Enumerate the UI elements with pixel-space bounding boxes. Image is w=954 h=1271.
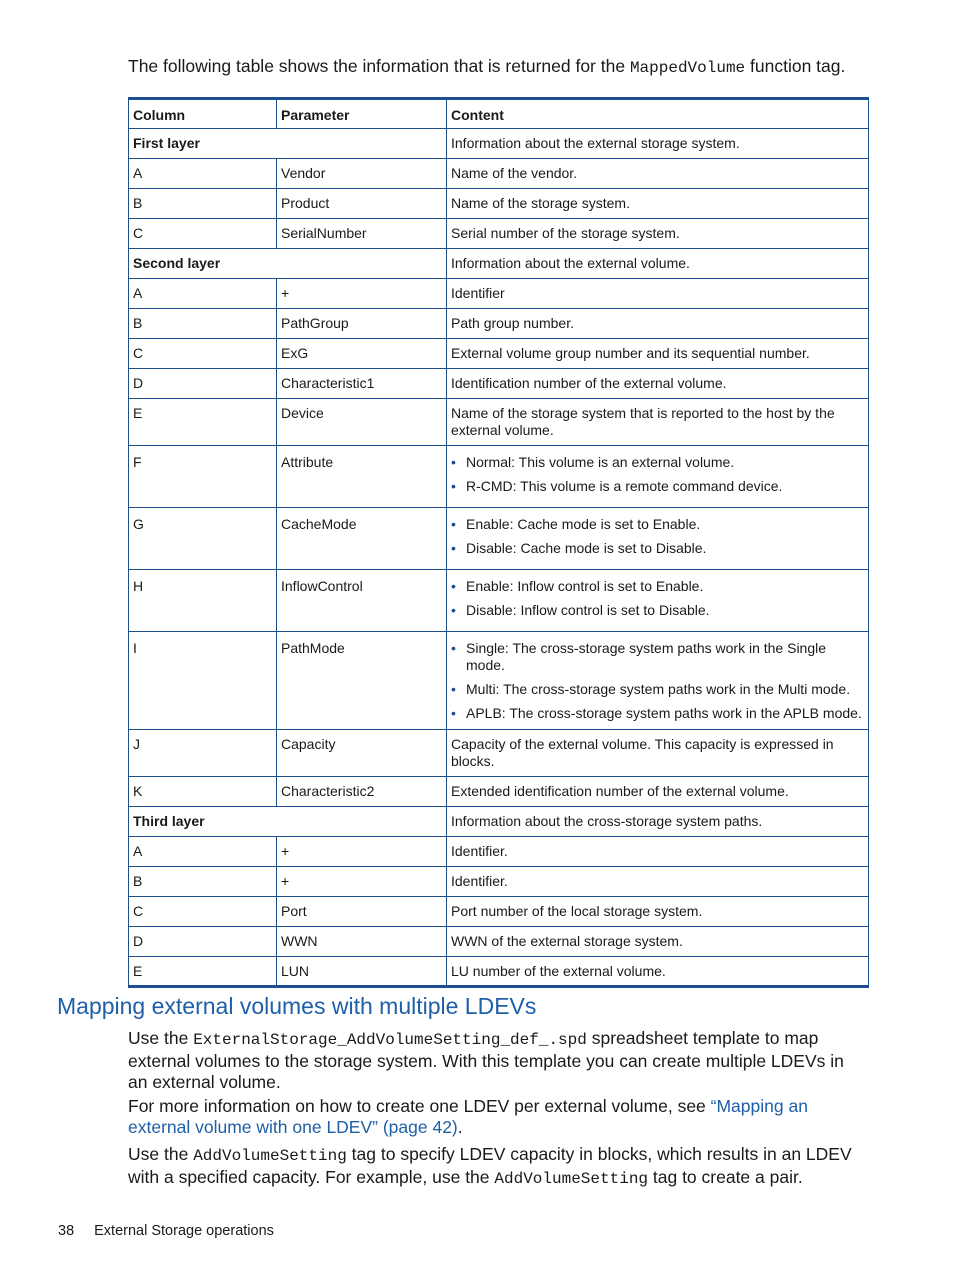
table-row xyxy=(129,309,869,339)
layer-title: Second layer xyxy=(129,249,447,279)
cell-content xyxy=(447,508,869,570)
header-parameter: Parameter xyxy=(277,99,447,129)
cell-content: Identifier. xyxy=(447,837,869,867)
table-row xyxy=(129,927,869,957)
table-header-row xyxy=(129,99,869,129)
header-column: Column xyxy=(129,99,277,129)
cell-column: B xyxy=(129,189,277,219)
header-content: Content xyxy=(447,99,869,129)
table-row xyxy=(129,837,869,867)
cell-parameter: ExG xyxy=(277,339,447,369)
cell-content: Name of the storage system that is reported to the host by the external volume. xyxy=(447,399,869,446)
cell-content xyxy=(447,446,869,508)
table-row xyxy=(129,730,869,777)
table-row xyxy=(129,446,869,508)
cell-parameter: Product xyxy=(277,189,447,219)
tag-code: AddVolumeSetting xyxy=(494,1170,649,1188)
table-row xyxy=(129,369,869,399)
cell-column: D xyxy=(129,927,277,957)
p1-text-before: Use the xyxy=(128,1028,194,1048)
page-number: 38 xyxy=(58,1223,75,1239)
intro-text-after: function tag. xyxy=(745,56,846,76)
cell-content xyxy=(447,570,869,632)
table-row xyxy=(129,897,869,927)
layer-title: First layer xyxy=(129,129,447,159)
intro-code: MappedVolume xyxy=(629,59,746,77)
cross-reference-link[interactable]: “Mapping an external volume with one LDEV” (page 42) xyxy=(128,1096,808,1137)
layer-content: Information about the external storage system. xyxy=(447,129,869,159)
cell-column: C xyxy=(129,897,277,927)
intro-paragraph xyxy=(128,55,888,79)
table-row xyxy=(129,570,869,632)
paragraph-template xyxy=(128,1028,868,1093)
p3-text-after: tag to create a pair. xyxy=(648,1167,803,1187)
cell-column: K xyxy=(129,777,277,807)
cell-column: B xyxy=(129,867,277,897)
cell-parameter: Characteristic1 xyxy=(277,369,447,399)
table-row xyxy=(129,957,869,987)
layer-row-third xyxy=(129,807,869,837)
cell-parameter: InflowControl xyxy=(277,570,447,632)
cell-content: Serial number of the storage system. xyxy=(447,219,869,249)
cell-parameter: Characteristic2 xyxy=(277,777,447,807)
cell-parameter: LUN xyxy=(277,957,447,987)
list-item: • Enable: Cache mode is set to Enable. xyxy=(466,516,864,533)
cell-content: LU number of the external volume. xyxy=(447,957,869,987)
cell-parameter: PathGroup xyxy=(277,309,447,339)
layer-row-first xyxy=(129,129,869,159)
cell-content: Identification number of the external volume. xyxy=(447,369,869,399)
cell-parameter: + xyxy=(277,279,447,309)
paragraph-more-info xyxy=(128,1096,868,1138)
cell-parameter: Attribute xyxy=(277,446,447,508)
cell-column: I xyxy=(129,632,277,730)
cell-column: C xyxy=(129,219,277,249)
bullet-list xyxy=(451,516,864,557)
list-item: • Enable: Inflow control is set to Enable. xyxy=(466,578,864,595)
p1-text-after: spreadsheet template to map external volumes to the storage system. With this template you can create multiple LDEVs in an external volume. xyxy=(128,1028,844,1092)
tag-code: AddVolumeSetting xyxy=(193,1147,347,1165)
cell-parameter: + xyxy=(277,867,447,897)
cell-column: H xyxy=(129,570,277,632)
intro-text-before: The following table shows the information that is returned for the xyxy=(128,56,630,76)
table-row xyxy=(129,279,869,309)
cell-content xyxy=(447,632,869,730)
table-row xyxy=(129,867,869,897)
cell-column: B xyxy=(129,309,277,339)
cell-column: F xyxy=(129,446,277,508)
cell-column: D xyxy=(129,369,277,399)
cell-parameter: + xyxy=(277,837,447,867)
cell-column: A xyxy=(129,279,277,309)
list-item: • APLB: The cross-storage system paths work in the APLB mode. xyxy=(466,705,864,722)
section-heading: Mapping external volumes with multiple LDEVs xyxy=(57,993,537,1019)
layer-title: Third layer xyxy=(129,807,447,837)
cell-column: C xyxy=(129,339,277,369)
cell-column: A xyxy=(129,159,277,189)
chapter-title: External Storage operations xyxy=(94,1223,274,1239)
layer-row-second xyxy=(129,249,869,279)
cell-parameter: Capacity xyxy=(277,730,447,777)
bullet-list xyxy=(451,578,864,619)
cell-content: WWN of the external storage system. xyxy=(447,927,869,957)
template-filename: ExternalStorage_AddVolumeSetting_def_.spd xyxy=(193,1031,587,1049)
list-item: • R-CMD: This volume is a remote command device. xyxy=(466,478,864,495)
table-row xyxy=(129,339,869,369)
cell-parameter: SerialNumber xyxy=(277,219,447,249)
table-row xyxy=(129,219,869,249)
p3-text-middle: tag to specify LDEV capacity in blocks, which results in an LDEV with a specified capacity. For example, use the xyxy=(128,1144,852,1187)
cell-content: Identifier. xyxy=(447,867,869,897)
cell-column: G xyxy=(129,508,277,570)
cell-parameter: CacheMode xyxy=(277,508,447,570)
cell-column: E xyxy=(129,957,277,987)
page-footer xyxy=(58,1223,274,1239)
p2-text-before: For more information on how to create one LDEV per external volume, see xyxy=(128,1096,711,1116)
cell-parameter: Port xyxy=(277,897,447,927)
p2-text-after: . xyxy=(457,1117,463,1137)
cell-content: Identifier xyxy=(447,279,869,309)
cell-parameter: WWN xyxy=(277,927,447,957)
cell-column: E xyxy=(129,399,277,446)
paragraph-addvolumesetting xyxy=(128,1144,868,1190)
cell-content: External volume group number and its sequential number. xyxy=(447,339,869,369)
table-row xyxy=(129,632,869,730)
p3-text-before: Use the xyxy=(128,1144,194,1164)
cell-column: A xyxy=(129,837,277,867)
cell-content: Port number of the local storage system. xyxy=(447,897,869,927)
cell-content: Path group number. xyxy=(447,309,869,339)
layer-content: Information about the cross-storage system paths. xyxy=(447,807,869,837)
list-item: • Normal: This volume is an external volume. xyxy=(466,454,864,471)
cell-content: Extended identification number of the external volume. xyxy=(447,777,869,807)
cell-column: J xyxy=(129,730,277,777)
bullet-list xyxy=(451,640,864,722)
list-item: • Single: The cross-storage system paths work in the Single mode. xyxy=(466,640,864,674)
cell-content: Capacity of the external volume. This capacity is expressed in blocks. xyxy=(447,730,869,777)
cell-parameter: Vendor xyxy=(277,159,447,189)
list-item: • Disable: Cache mode is set to Disable. xyxy=(466,540,864,557)
layer-content: Information about the external volume. xyxy=(447,249,869,279)
table-row xyxy=(129,189,869,219)
table-row xyxy=(129,777,869,807)
table-row xyxy=(129,508,869,570)
cell-parameter: PathMode xyxy=(277,632,447,730)
bullet-list xyxy=(451,454,864,495)
cell-content: Name of the storage system. xyxy=(447,189,869,219)
list-item: • Disable: Inflow control is set to Disable. xyxy=(466,602,864,619)
cell-parameter: Device xyxy=(277,399,447,446)
table-row xyxy=(129,159,869,189)
mapped-volume-table xyxy=(128,97,869,988)
cell-content: Name of the vendor. xyxy=(447,159,869,189)
list-item: • Multi: The cross-storage system paths work in the Multi mode. xyxy=(466,681,864,698)
table-row xyxy=(129,399,869,446)
